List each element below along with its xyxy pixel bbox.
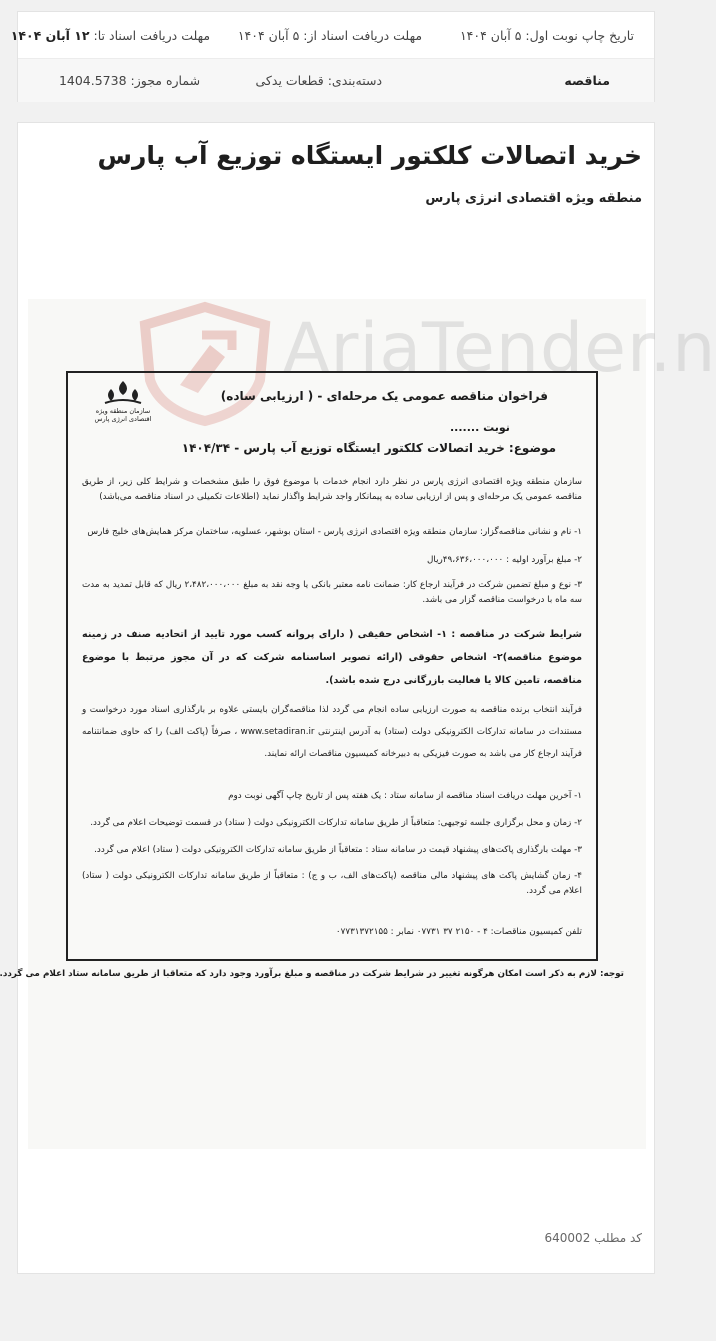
tender-notice-image bbox=[0, 299, 716, 1149]
doc-to-label: مهلت دریافت اسناد تا: bbox=[89, 27, 211, 43]
flame-logo-icon bbox=[101, 379, 145, 405]
tender-info-card bbox=[10, 11, 655, 102]
category: دسته‌بندی: قطعات یدکی bbox=[255, 73, 383, 88]
permit-number: شماره مجوز: 1404.5738 bbox=[58, 73, 201, 88]
doc-from: مهلت دریافت اسناد از: ۵ آبان ۱۴۰۴ bbox=[237, 27, 423, 43]
notice-item-2: ۲- مبلغ برآورد اولیه : ۴۹،۶۳۶،۰۰۰،۰۰۰ریال bbox=[427, 555, 582, 565]
tender-detail-card bbox=[0, 122, 716, 1274]
doc-to-value: ۱۲ آبان ۱۴۰۴ bbox=[10, 27, 90, 43]
tender-type: مناقصه bbox=[564, 73, 610, 88]
org-logo-text: سازمان منطقه ویژه اقتصادی انرژی پارس bbox=[94, 407, 152, 423]
org-logo bbox=[88, 379, 158, 423]
notice-deadline-2: ۲- زمان و محل برگزاری جلسه توجیهی: متعاقباً از طریق سامانه تدارکات الکترونیکی دولت ( ستاد) در قسمت توضیحات اعلام می گردد. bbox=[90, 818, 582, 828]
page-title: خرید اتصالات کلکتور ایستگاه توزیع آب پارس bbox=[97, 141, 642, 170]
notice-phone: تلفن کمیسیون مناقصات: ۴ - ۲۱۵۰ ۳۷ ۰۷۷۳۱ نمابر : ۰۷۷۳۱۳۷۲۱۵۵ bbox=[335, 927, 582, 937]
notice-item-1: ۱- نام و نشانی مناقصه‌گزار: سازمان منطقه ویژه اقتصادی انرژی پارس - استان بوشهر، عسلویه، ساختمان مرکز همایش‌های خلیج فارس bbox=[87, 527, 582, 537]
notice-header: فراخوان مناقصه عمومی یک مرحله‌ای - ( ارزیابی ساده) bbox=[220, 389, 548, 403]
notice-process: فرآیند انتخاب برنده مناقصه به صورت ارزیابی ساده انجام می گردد لذا مناقصه‌گران بایستی علاوه بر بارگذاری اسناد مورد درخواست و مستندات در سامانه تدارکات الکترونیکی دولت (ستاد) به آدرس اینترنتی www.setadiran.ir ، صرفاً (پاکت الف) را که حاوی ضمانتنامه فرآیند ارجاع کار می باشد به صورت فیزیکی به دبیرخانه کمیسیون مناقصات ارائه نمایند. bbox=[82, 705, 582, 759]
notice-deadline-1: ۱- آخرین مهلت دریافت اسناد مناقصه از سامانه ستاد : یک هفته پس از تاریخ چاپ آگهی نوبت دوم bbox=[228, 791, 582, 801]
notice-item-3: ۳- نوع و مبلغ تضمین شرکت در فرآیند ارجاع کار: ضمانت نامه معتبر بانکی یا وجه نقد به مبلغ ۲،۴۸۲،۰۰۰،۰۰۰ ریال که قابل تمدید به مدت سه ماه با درخواست مناقصه گزار می باشد. bbox=[82, 580, 582, 605]
notice-deadline-4: ۴- زمان گشایش پاکت های پیشنهاد مالی مناقصه (پاکت‌های الف، ب و ج) : متعاقباً از طریق سامانه تدارکات الکترونیکی دولت ( ستاد) اعلام می گردد. bbox=[82, 871, 582, 896]
notice-conditions: شرایط شرکت در مناقصه : ۱- اشخاص حقیقی ( دارای پروانه کسب مورد تایید از اتحادیه صنف در زمینه موضوع مناقصه)۲- اشخاص حقوقی (ارائه تصویر اساسنامه شرکت که در آن مجوز مرتبط با موضوع مناقصه، تامین کالا یا فعالیت بازرگانی درج شده باشد). bbox=[82, 629, 583, 686]
notice-round: نوبت ....... bbox=[450, 421, 510, 434]
watermark-text: AriaTender.n bbox=[283, 309, 716, 388]
notice-footnote: توجه: لازم به ذکر است امکان هرگونه تغییر در شرایط شرکت در مناقصه و مبلغ برآورد وجود دارد که متعاقبا از طریق سامانه ستاد اعلام می گردد. bbox=[0, 969, 624, 979]
organization-name: منطقه ویژه اقتصادی انرژی پارس bbox=[425, 191, 642, 206]
notice-subject: موضوع: خرید اتصالات کلکتور ایستگاه توزیع آب پارس - ۱۴۰۴/۳۴ bbox=[181, 441, 556, 455]
notice-intro: سازمان منطقه ویژه اقتصادی انرژی پارس در نظر دارد انجام خدمات با موضوع فوق را طبق مشخصات و شرایط کلی زیر، از طریق مناقصه عمومی یک مرحله‌ای و پس از ارزیابی ساده به پیمانکار واجد شرایط واگذار نماید (اطلاعات تکمیلی در اسناد مناقصه می‌باشد) bbox=[82, 477, 582, 502]
info-row-meta bbox=[18, 58, 654, 102]
print-date: تاریخ چاپ نوبت اول: ۵ آبان ۱۴۰۴ bbox=[459, 27, 634, 43]
notice-deadline-3: ۳- مهلت بارگذاری پاکت‌های پیشنهاد قیمت در سامانه ستاد : متعاقباً از طریق سامانه تدارکات الکترونیکی دولت ( ستاد) اعلام می گردد. bbox=[94, 845, 582, 855]
info-row-dates bbox=[10, 12, 654, 58]
doc-to bbox=[10, 27, 230, 43]
article-code: کد مطلب 640002 bbox=[544, 1231, 642, 1245]
notice-box bbox=[66, 371, 598, 961]
